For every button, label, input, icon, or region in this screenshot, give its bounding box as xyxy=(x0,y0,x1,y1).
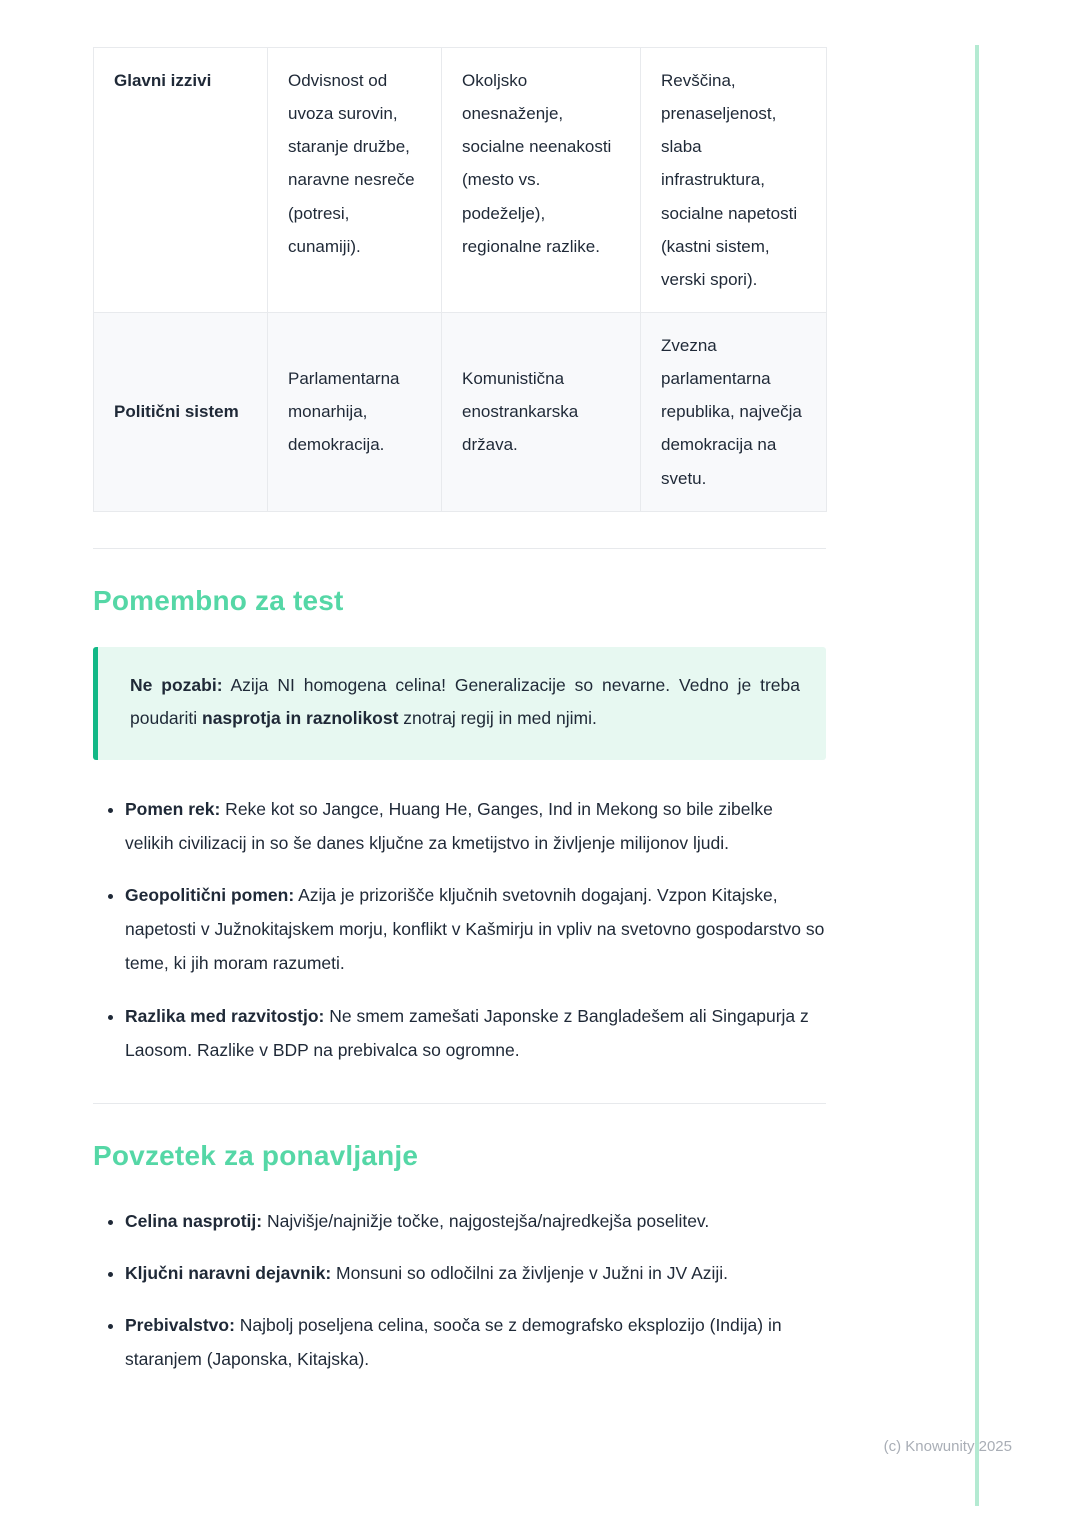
list-item-term: Ključni naravni dejavnik: xyxy=(125,1262,332,1283)
list-item xyxy=(125,1308,826,1376)
table-cell: Okoljsko onesnaženje, socialne neenakosti (mesto vs. podeželje), regionalne razlike. xyxy=(442,48,641,313)
table-row-glavni-izzivi xyxy=(94,48,827,313)
section-title-summary: Povzetek za ponavljanje xyxy=(93,1139,419,1171)
list-item-text: Azija je prizorišče ključnih svetovnih dogajanj. Vzpon Kitajske, napetosti v Južnokitajskem morju, konflikt v Kašmirju in vpliv na svetovno gospodarstvo so teme, ki jih moram razumeti. xyxy=(125,885,825,974)
callout-text-segment: znotraj regij in med njimi. xyxy=(398,708,597,729)
table-row-header: Politični sistem xyxy=(94,312,268,511)
callout-bold-lead: Ne pozabi: xyxy=(130,674,223,695)
list-item-text: Najvišje/najnižje točke, najgostejša/najredkejša poselitev. xyxy=(262,1210,710,1231)
table-row-header: Glavni izzivi xyxy=(94,48,268,313)
section-divider xyxy=(93,1103,826,1104)
callout-bold-emphasis: nasprotja in raznolikost xyxy=(202,708,399,729)
callout-note xyxy=(93,647,826,760)
list-item xyxy=(125,878,826,980)
list-item-term: Celina nasprotij: xyxy=(125,1210,263,1231)
summary-notes-list xyxy=(93,1204,826,1377)
table-cell: Revščina, prenaseljenost, slaba infrastruktura, socialne napetosti (kastni sistem, verski spori). xyxy=(641,48,827,313)
callout-text-segment: Azija NI homogena celina! Generalizacije so nevarne. Vedno je treba poudariti xyxy=(130,674,800,729)
list-item xyxy=(125,1256,826,1290)
list-item xyxy=(125,1204,826,1238)
callout-text xyxy=(130,669,800,736)
list-item-text: Reke kot so Jangce, Huang He, Ganges, Ind in Mekong so bile zibelke velikih civilizacij in so še danes ključne za kmetijstvo in življenje milijonov ljudi. xyxy=(125,798,773,853)
table-cell: Parlamentarna monarhija, demokracija. xyxy=(268,312,442,511)
list-item-text: Najbolj poseljena celina, sooča se z demografsko eksplozijo (Indija) in staranjem (Japonska, Kitajska). xyxy=(125,1315,782,1370)
list-item-text: Ne smem zamešati Japonske z Bangladešem ali Singapurja z Laosom. Razlike v BDP na prebivalca so ogromne. xyxy=(125,1005,809,1060)
list-item-term: Geopolitični pomen: xyxy=(125,885,295,906)
list-item-term: Razlika med razvitostjo: xyxy=(125,1005,325,1026)
comparison-table xyxy=(93,47,827,512)
table-cell: Komunistična enostrankarska država. xyxy=(442,312,641,511)
table-cell: Odvisnost od uvoza surovin, staranje družbe, naravne nesreče (potresi, cunamiji). xyxy=(268,48,442,313)
table-cell: Zvezna parlamentarna republika, največja demokracija na svetu. xyxy=(641,312,827,511)
section-title-test: Pomembno za test xyxy=(93,584,344,616)
test-notes-list xyxy=(93,792,826,1067)
right-accent-line xyxy=(975,45,979,1506)
list-item-text: Monsuni so odločilni za življenje v Južni in JV Aziji. xyxy=(331,1262,729,1283)
table-row-politicni-sistem xyxy=(94,312,827,511)
list-item xyxy=(125,792,826,860)
list-item-term: Prebivalstvo: xyxy=(125,1315,235,1335)
list-item-term: Pomen rek: xyxy=(125,798,221,819)
watermark-credit: (c) Knowunity 2025 xyxy=(883,1438,1012,1455)
page-content xyxy=(93,47,826,1394)
section-divider xyxy=(93,548,826,549)
list-item xyxy=(125,999,826,1067)
